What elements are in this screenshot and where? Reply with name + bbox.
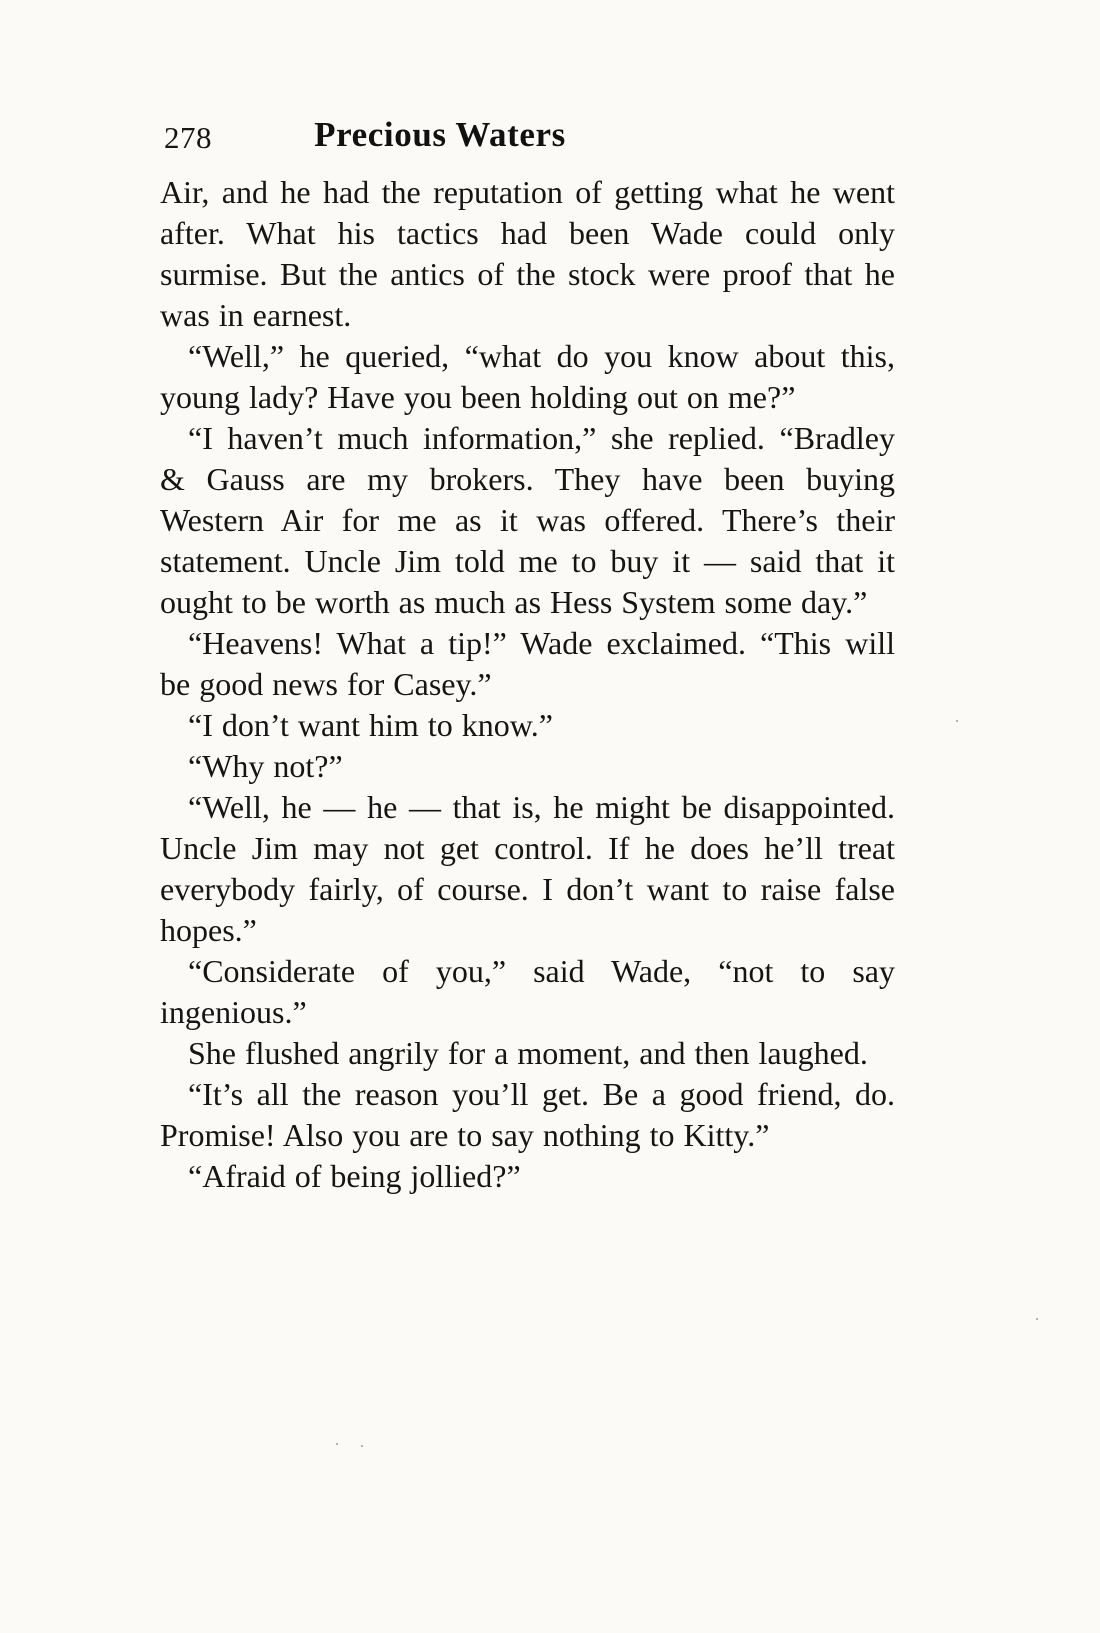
paper-speck [336, 1443, 338, 1445]
body-text [160, 172, 895, 1197]
paragraph-3: “I haven’t much information,” she replied. “Bradley & Gauss are my brokers. They have been buying Western Air for me as it was offered. There’s their statement. Uncle Jim told me to buy it — said that it ought to be worth as much as Hess System some day.” [160, 420, 895, 620]
page-header [160, 110, 895, 170]
page-number: 278 [164, 120, 212, 155]
paragraph-4: “Heavens! What a tip!” Wade exclaimed. “This will be good news for Casey.” [160, 625, 895, 702]
paper-speck [956, 720, 958, 722]
paragraph-9: She flushed angrily for a moment, and then laughed. [188, 1035, 868, 1071]
paper-speck [1036, 1318, 1038, 1320]
paragraph-5: “I don’t want him to know.” [188, 707, 553, 743]
paragraph-2: “Well,” he queried, “what do you know about this, young lady? Have you been holding out on me?” [160, 338, 895, 415]
paragraph-8: “Considerate of you,” said Wade, “not to say ingenious.” [160, 953, 895, 1030]
paragraph-1: Air, and he had the reputation of getting what he went after. What his tactics had been Wade could only surmise. But the antics of the stock were proof that he was in earnest. [160, 174, 895, 333]
paragraph-6: “Why not?” [188, 748, 343, 784]
paragraph-7: “Well, he — he — that is, he might be disappointed. Uncle Jim may not get control. If he does he’ll treat everybody fairly, of course. I don’t want to raise false hopes.” [160, 789, 895, 948]
paragraph-10: “It’s all the reason you’ll get. Be a good friend, do. Promise! Also you are to say nothing to Kitty.” [160, 1076, 895, 1153]
running-title: Precious Waters [314, 115, 566, 154]
paragraph-11: “Afraid of being jollied?” [188, 1158, 521, 1194]
paper-speck [361, 1445, 363, 1447]
